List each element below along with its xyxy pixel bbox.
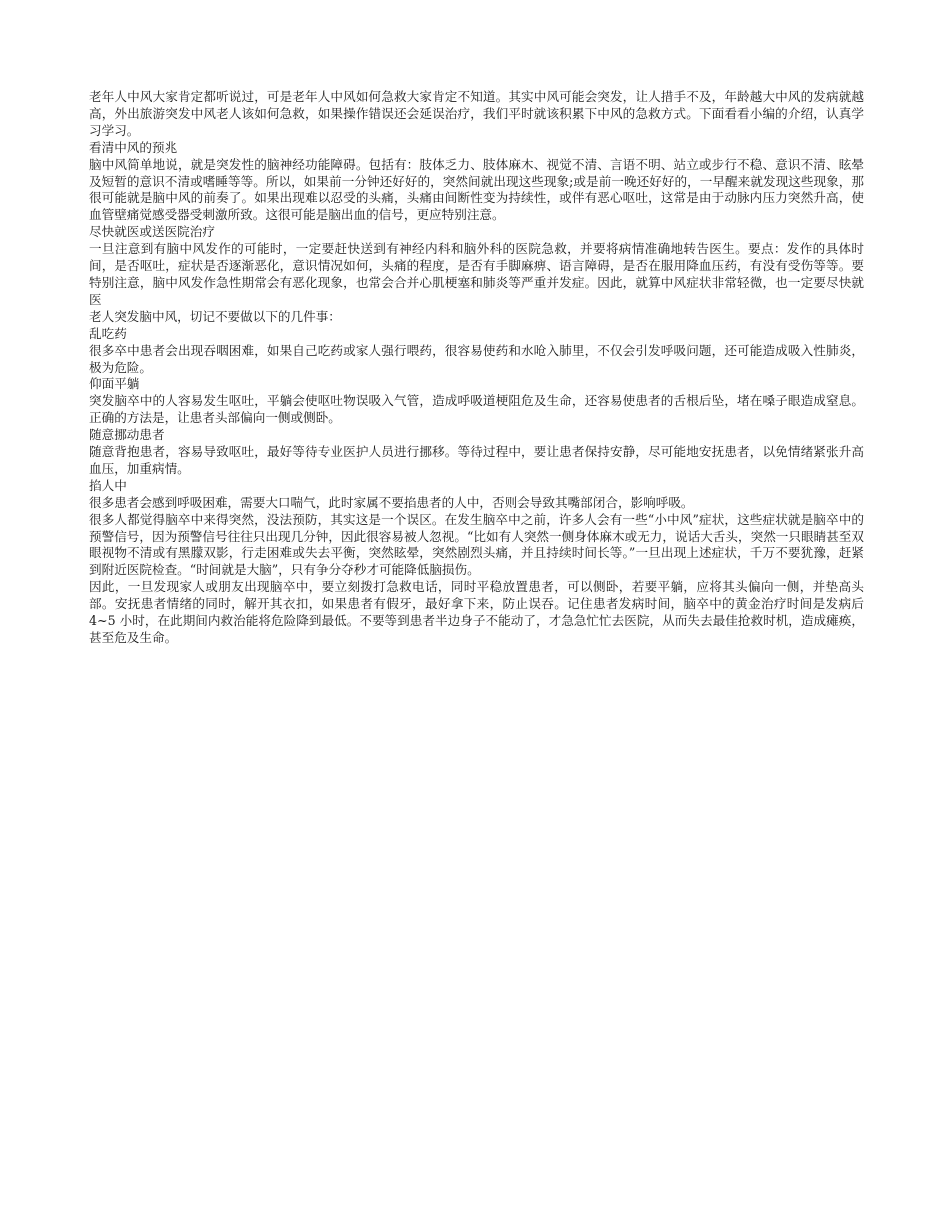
intro-paragraph: 老年人中风大家肯定都听说过，可是老年人中风如何急救大家肯定不知道。其实中风可能会突发，让人措手不及，年龄越大中风的发病就越高，外出旅游突发中风老人该如何急救，如果操作错误还会延误治疗，我们平时就该积累下中风的急救方式。下面看看小编的介绍，认真学习学习。	[89, 89, 864, 138]
section-heading: 看清中风的预兆	[89, 139, 178, 155]
section-heading: 随意挪动患者	[89, 427, 165, 443]
section-heading: 仰面平躺	[89, 376, 140, 392]
section-paragraph: 随意背抱患者，容易导致呕吐，最好等待专业医护人员进行挪移。等待过程中，要让患者保持安静，尽可能地安抚患者，以免情绪紧张升高血压，加重病情。	[89, 444, 864, 476]
section-heading: 尽快就医或送医院治疗	[89, 224, 215, 240]
section-heading: 乱吃药	[89, 325, 127, 341]
section-paragraph: 很多患者会感到呼吸困难，需要大口喘气，此时家属不要掐患者的人中，否则会导致其嘴部闭合，影响呼吸。	[89, 494, 694, 510]
section-heading: 掐人中	[89, 477, 127, 493]
section-paragraph: 很多人都觉得脑卒中来得突然，没法预防，其实这是一个误区。在发生脑卒中之前，许多人会有一些“小中风”症状，这些症状就是脑卒中的预警信号，因为预警信号往往只出现几分钟，因此很容易被人忽视。“比如有人突然一侧身体麻木或无力，说话大舌头，突然一只眼睛甚至双眼视物不清或有黑朦双影，行走困难或失去平衡，突然眩晕，突然剧烈头痛，并且持续时间长等。”一旦出现上述症状，千万不要犹豫，赶紧到附近医院检查。“时间就是大脑”，只有争分夺秒才可能降低脑损伤。	[89, 511, 864, 578]
article-body	[89, 89, 864, 647]
section-paragraph: 突发脑卒中的人容易发生呕吐，平躺会使呕吐物误吸入气管，造成呼吸道梗阻危及生命，还容易使患者的舌根后坠，堵在嗓子眼造成窒息。正确的方法是，让患者头部偏向一侧或侧卧。	[89, 393, 864, 426]
section-paragraph: 因此，一旦发现家人或朋友出现脑卒中，要立刻拨打急救电话，同时平稳放置患者，可以侧卧，若要平躺，应将其头偏向一侧，并垫高头部。安抚患者情绪的同时，解开其衣扣，如果患者有假牙，最好拿下来，防止误吞。记住患者发病时间，脑卒中的黄金治疗时间是发病后 4~5 小时，在此期间内救治能将危险降到最低。不要等到患者半边身子不能动了，才急急忙忙去医院，从而失去最佳抢救时机，造成瘫痪，甚至危及生命。	[89, 579, 864, 645]
section-paragraph: 老人突发脑中风，切记不要做以下的几件事：	[89, 308, 341, 324]
section-paragraph: 脑中风简单地说，就是突发性的脑神经功能障碍。包括有：肢体乏力、肢体麻木、视觉不清、言语不明、站立或步行不稳、意识不清、眩晕及短暂的意识不清或嗜睡等等。所以，如果前一分钟还好好的，突然间就出现这些现象;或是前一晚还好好的，一早醒来就发现这些现象，那很可能就是脑中风的前奏了。如果出现难以忍受的头痛，头痛由间断性变为持续性，或伴有恶心呕吐，这常是由于动脉内压力突然升高，使血管壁痛觉感受器受刺激所致。这很可能是脑出血的信号，更应特别注意。	[89, 156, 864, 223]
section-paragraph: 一旦注意到有脑中风发作的可能时，一定要赶快送到有神经内科和脑外科的医院急救，并要将病情准确地转告医生。要点：发作的具体时间，是否呕吐，症状是否逐渐恶化，意识情况如何，头痛的程度，是否有手脚麻痹、语言障碍，是否在服用降血压药，有没有受伤等等。要特别注意，脑中风发作急性期常会有恶化现象，也常会合并心肌梗塞和肺炎等严重并发症。因此，就算中风症状非常轻微，也一定要尽快就医	[89, 241, 864, 307]
section-paragraph: 很多卒中患者会出现吞咽困难，如果自己吃药或家人强行喂药，很容易使药和水呛入肺里，不仅会引发呼吸问题，还可能造成吸入性肺炎，极为危险。	[89, 342, 864, 375]
